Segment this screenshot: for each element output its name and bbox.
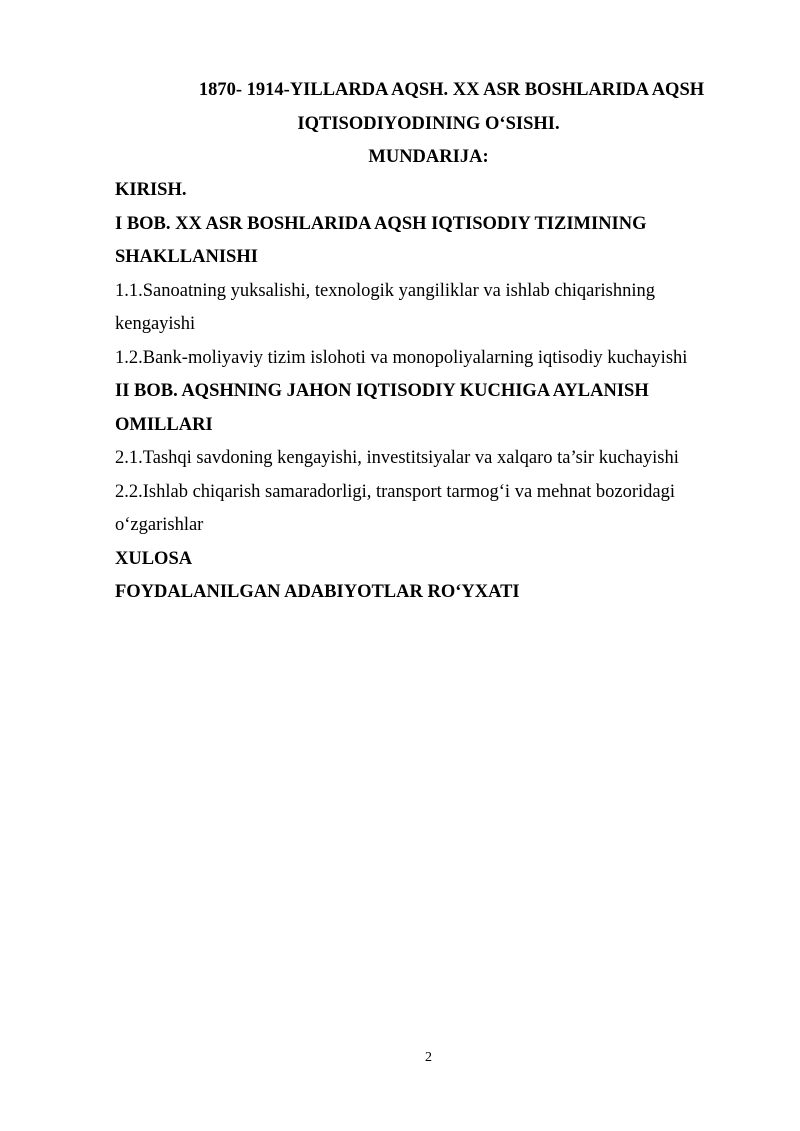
document-title-block [115,74,742,175]
toc-section-2-2: 2.2.Ishlab chiqarish samaradorligi, transport tarmog‘i va mehnat bozoridagi o‘zgarishlar [115,481,675,535]
toc-section-2-1: 2.1.Tashqi savdoning kengayishi, investitsiyalar va xalqaro ta’sir kuchayishi [115,448,679,468]
document-title-line-1: 1870- 1914-YILLARDA AQSH. XX ASR BOSHLARIDA AQSH [198,80,705,100]
toc-references: FOYDALANILGAN ADABIYOTLAR RO‘YXATI [115,582,520,602]
toc-chapter-2: II BOB. AQSHNING JAHON IQTISODIY KUCHIGA AYLANISH OMILLARI [115,381,649,435]
toc-section-1-2: 1.2.Bank-moliyaviy tizim islohoti va monopoliyalarning iqtisodiy kuchayishi [115,347,688,368]
toc-conclusion: XULOSA [115,548,193,569]
toc-introduction: KIRISH. [115,180,187,200]
toc-chapter-1: I BOB. XX ASR BOSHLARIDA AQSH IQTISODIY TIZIMINING SHAKLLANISHI [115,213,647,267]
toc-section-1-1: 1.1.Sanoatning yuksalishi, texnologik yangiliklar va ishlab chiqarishning kengayishi [115,280,656,334]
page-number: 2 [425,1050,432,1065]
table-of-contents [115,174,725,610]
document-title-line-2: IQTISODIYODINING O‘SISHI. [297,113,560,134]
contents-heading: MUNDARIJA: [368,147,489,167]
